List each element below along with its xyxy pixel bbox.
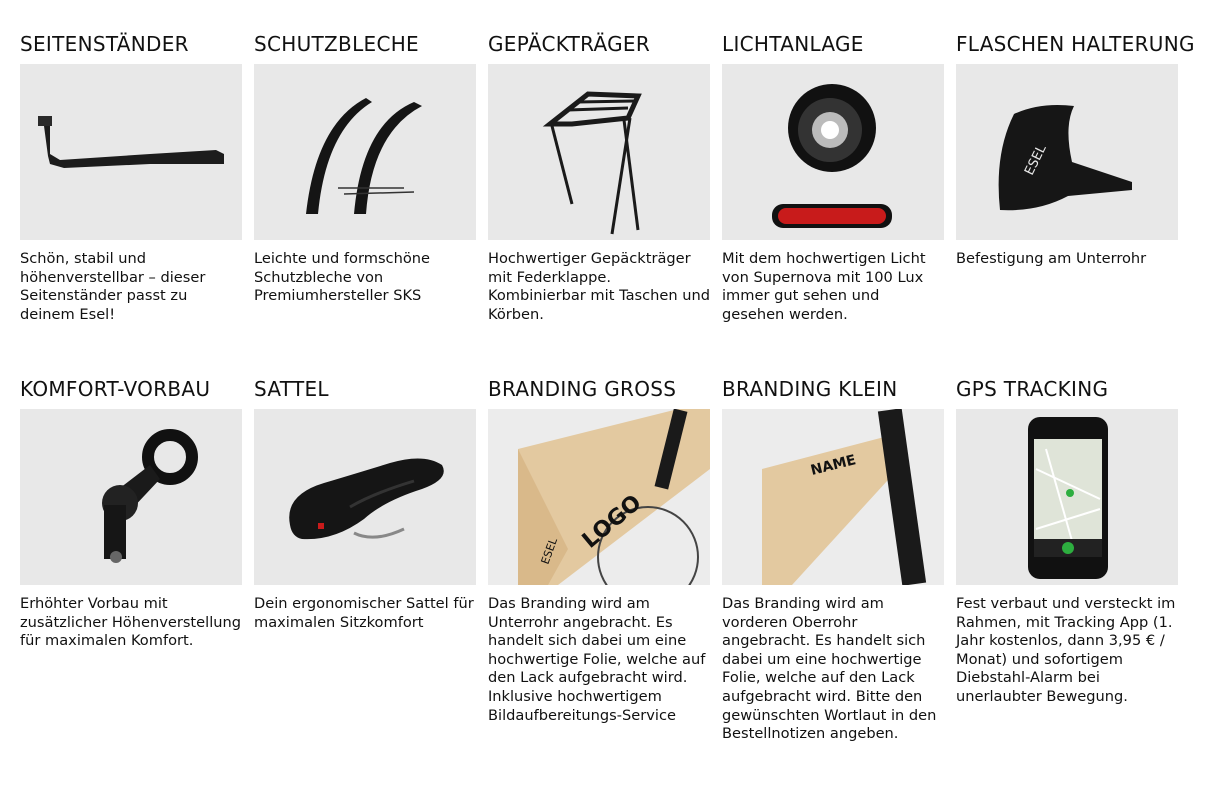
product-description: Hochwertiger Gepäckträger mit Federklappe. Kombinierbar mit Taschen und Körben. (488, 250, 711, 323)
fenders-image (254, 64, 476, 240)
branding-small-image (722, 409, 944, 585)
bottle-cage-logo-text: ESEL (1022, 142, 1050, 178)
product-description: Schön, stabil und höhenverstellbar – dieser Seitenständer passt zu deinem Esel! (20, 250, 206, 323)
branding-logo-text: LOGO (577, 490, 647, 554)
product-title: FLASCHEN HALTERUNG (956, 32, 1195, 56)
product-title: BRANDING GROSS (488, 377, 677, 401)
branding-large-image (488, 409, 710, 585)
product-description: Erhöhter Vorbau mit zusätzlicher Höhenverstellung für maximalen Komfort. (20, 595, 242, 650)
kickstand-image (20, 64, 242, 240)
bike-lights-image (722, 64, 944, 240)
product-title: BRANDING KLEIN (722, 377, 898, 401)
rear-rack-image (488, 64, 710, 240)
product-title: SATTEL (254, 377, 329, 401)
product-description: Fest verbaut und versteckt im Rahmen, mit Tracking App (1. Jahr kostenlos, dann 3,95 € / Monat) und sofortigem Diebstahl-Alarm bei unerlaubter Bewegung. (956, 595, 1176, 705)
product-title: SEITENSTÄNDER (20, 32, 189, 56)
product-description: Das Branding wird am Unterrohr angebracht. Es handelt sich dabei um eine hochwertige Folie, welche auf den Lack aufgebracht wird. Inklusive hochwertigem Bildaufbereitungs-Service (488, 595, 706, 724)
product-card-seitenstaender (20, 32, 242, 323)
product-description: Das Branding wird am vorderen Oberrohr angebracht. Es handelt sich dabei um eine hochwertige Folie, welche auf den Lack aufgebracht wird. Bitte den gewünschten Wortlaut in den Bestellnotizen angeben. (722, 595, 937, 743)
product-card-gps-tracking (956, 377, 1178, 705)
product-title: LICHTANLAGE (722, 32, 864, 56)
product-card-lichtanlage (722, 32, 944, 323)
product-card-gepaecktraeger (488, 32, 711, 323)
product-description: Befestigung am Unterrohr (956, 250, 1147, 267)
product-description: Mit dem hochwertigen Licht von Supernova mit 100 Lux immer gut sehen und gesehen werden. (722, 250, 926, 323)
bottle-cage-image (956, 64, 1178, 240)
product-title: SCHUTZBLECHE (254, 32, 419, 56)
product-title: KOMFORT-VORBAU (20, 377, 211, 401)
product-card-branding-gross (488, 377, 710, 724)
branding-brand-text: ESEL (538, 536, 561, 567)
product-card-schutzbleche (254, 32, 476, 305)
product-card-sattel (254, 377, 476, 631)
product-title: GPS TRACKING (956, 377, 1109, 401)
product-card-flaschen-halterung (956, 32, 1195, 267)
product-description: Dein ergonomischer Sattel für maximalen Sitzkomfort (254, 595, 474, 631)
stem-image (20, 409, 242, 585)
product-card-branding-klein (722, 377, 944, 743)
product-description: Leichte und formschöne Schutzbleche von Premiumhersteller SKS (254, 250, 430, 305)
branding-name-text: NAME (809, 452, 858, 479)
saddle-image (254, 409, 476, 585)
gps-phone-image (956, 409, 1178, 585)
product-card-komfort-vorbau (20, 377, 242, 650)
product-title: GEPÄCKTRÄGER (488, 32, 651, 56)
